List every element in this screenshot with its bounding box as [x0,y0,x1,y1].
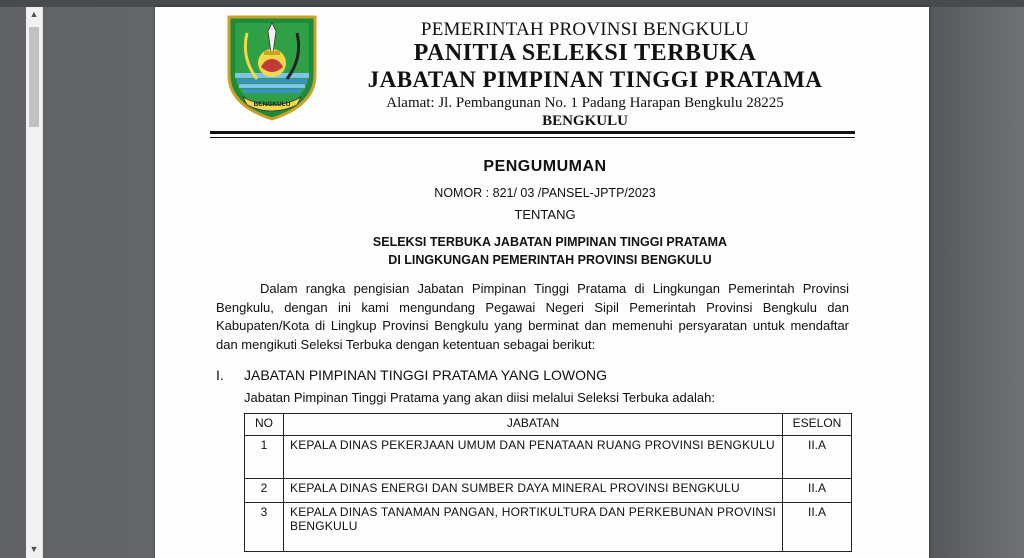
row-eselon: II.A [783,436,852,479]
table-row [245,503,852,552]
vacancy-table [244,413,852,552]
letterhead-address: Alamat: Jl. Pembangunan No. 1 Padang Harapan Bengkulu 28225 [386,95,784,111]
vertical-scrollbar[interactable] [26,7,43,558]
row-jabatan: KEPALA DINAS ENERGI DAN SUMBER DAYA MINERAL PROVINSI BENGKULU [284,479,783,503]
letterhead-city: BENGKULU [542,113,628,129]
viewer-background-right [929,7,1024,558]
row-jabatan: KEPALA DINAS PEKERJAAN UMUM DAN PENATAAN RUANG PROVINSI BENGKULU [284,436,783,479]
announcement-title: PENGUMUMAN [483,158,607,175]
bengkulu-emblem-icon [223,13,321,123]
intro-paragraph: Dalam rangka pengisian Jabatan Pimpinan Tinggi Pratama di Lingkungan Pemerintah Provinsi Bengkulu, dengan ini kami mengundang Pegawai Negeri Sipil Pemerintah Provinsi Bengkulu dan Kabupaten/Kota di Lingkup Provinsi Bengkulu yang berminat dan memenuhi persyaratan untuk mendaftar dan mengikuti Seleksi Terbuka dengan ketentuan sebagai berikut: [216,281,849,352]
scroll-thumb[interactable] [29,27,39,127]
section-number: I. [216,367,224,383]
row-no: 1 [245,436,284,479]
announcement-about: TENTANG [514,207,576,222]
table-row [245,436,852,479]
row-eselon: II.A [783,503,852,552]
document-page [155,7,929,558]
letterhead-government: PEMERINTAH PROVINSI BENGKULU [420,19,750,40]
letterhead-position-group: JABATAN PIMPINAN TINGGI PRATAMA [367,67,823,92]
scroll-up-arrow-icon[interactable]: ▲ [29,9,39,19]
letterhead-divider-thin [210,137,855,138]
header-eselon: ESELON [783,414,852,436]
header-jabatan: JABATAN [284,414,783,436]
announcement-number: NOMOR : 821/ 03 /PANSEL-JPTP/2023 [434,186,656,200]
viewer-top-band [0,0,1024,7]
announcement-subject-line1: SELEKSI TERBUKA JABATAN PIMPINAN TINGGI PRATAMA [372,235,728,249]
row-jabatan: KEPALA DINAS TANAMAN PANGAN, HORTIKULTURA DAN PERKEBUNAN PROVINSI BENGKULU [284,503,783,552]
row-no: 2 [245,479,284,503]
header-no: NO [245,414,284,436]
emblem-ribbon-label: BENGKULU [253,101,291,108]
letterhead-committee: PANITIA SELEKSI TERBUKA [413,40,757,66]
table-row [245,479,852,503]
row-no: 3 [245,503,284,552]
section-intro: Jabatan Pimpinan Tinggi Pratama yang akan diisi melalui Seleksi Terbuka adalah: [244,390,715,405]
table-header-row [245,414,852,436]
section-title: JABATAN PIMPINAN TINGGI PRATAMA YANG LOWONG [244,367,608,383]
letterhead-divider-thick [210,131,855,134]
announcement-subject-line2: DI LINGKUNGAN PEMERINTAH PROVINSI BENGKULU [388,253,712,267]
row-eselon: II.A [783,479,852,503]
scroll-down-arrow-icon[interactable]: ▼ [29,544,39,554]
